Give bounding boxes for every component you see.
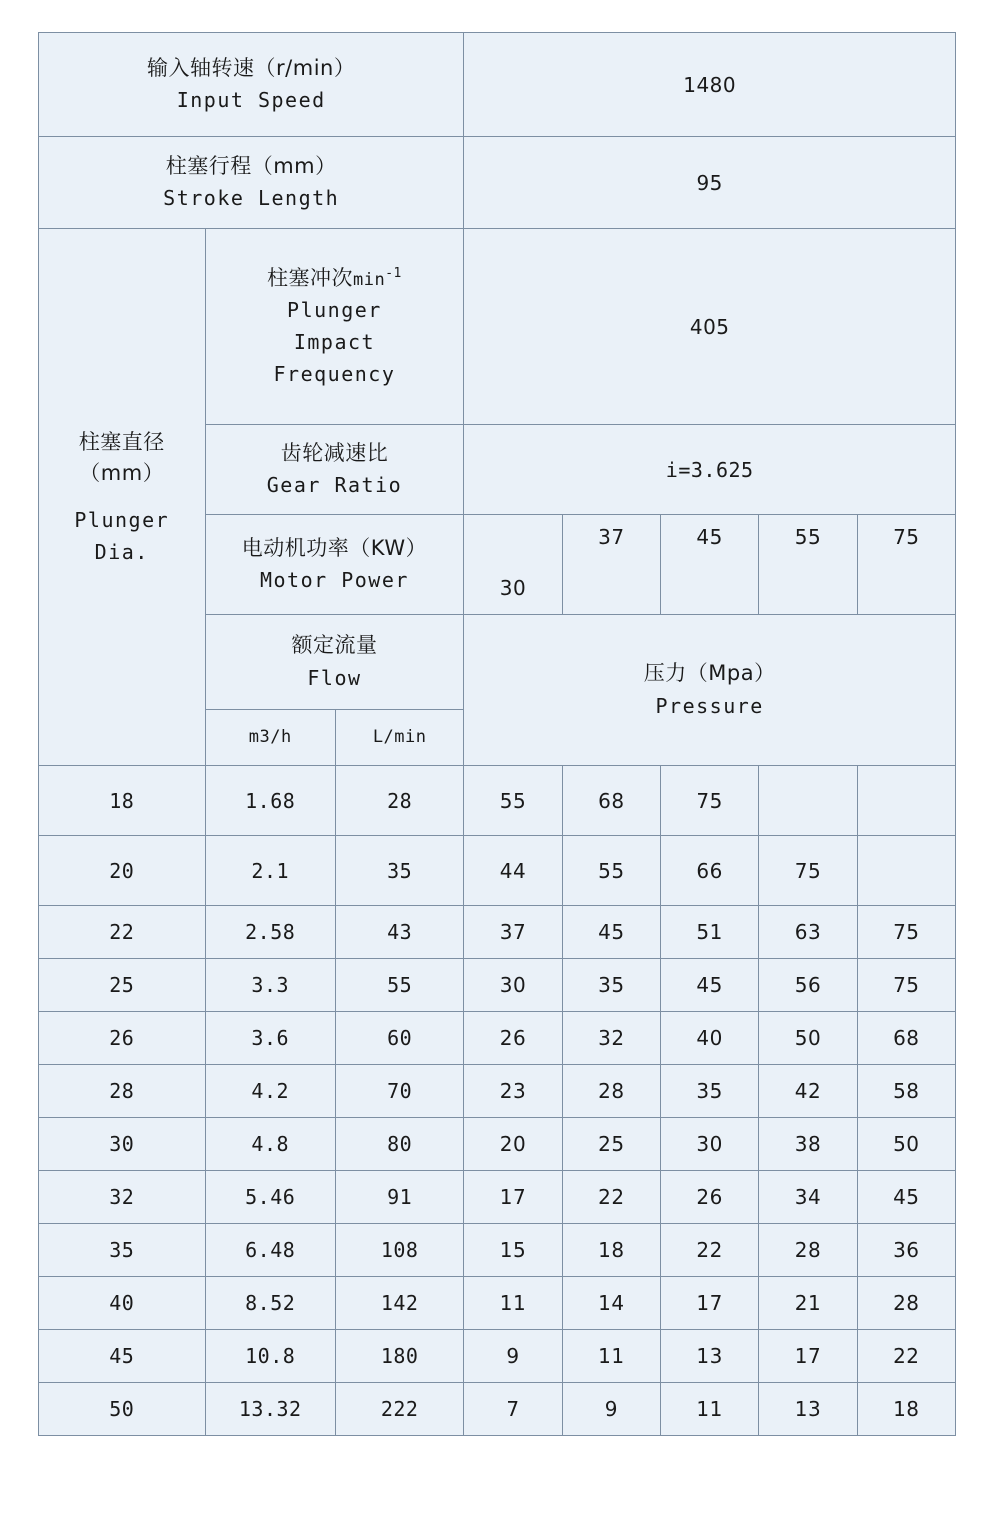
gear-ratio-value: i=3.625 — [464, 425, 956, 515]
flow-label-en: Flow — [307, 665, 362, 690]
cell-lmin: 60 — [335, 1012, 463, 1065]
stroke-length-label-en: Stroke Length — [163, 186, 340, 211]
pressure-label-en: Pressure — [655, 693, 764, 718]
plunger-impact-value: 405 — [464, 229, 956, 425]
cell-pressure-5: 58 — [857, 1065, 955, 1118]
cell-pressure-3: 35 — [661, 1065, 759, 1118]
cell-dia: 22 — [39, 906, 206, 959]
cell-m3h: 2.1 — [205, 836, 335, 906]
cell-pressure-3: 51 — [661, 906, 759, 959]
cell-m3h: 8.52 — [205, 1277, 335, 1330]
plunger-impact-label-cn — [208, 263, 462, 295]
cell-pressure-4: 50 — [759, 1012, 857, 1065]
cell-pressure-1: 30 — [464, 959, 562, 1012]
pressure-label-cell — [464, 615, 956, 766]
cell-pressure-1: 9 — [464, 1330, 562, 1383]
cell-dia: 50 — [39, 1383, 206, 1436]
cell-dia: 40 — [39, 1277, 206, 1330]
cell-lmin: 108 — [335, 1224, 463, 1277]
cell-pressure-5: 75 — [857, 906, 955, 959]
input-speed-label-en: Input Speed — [176, 88, 326, 113]
stroke-length-label-cell — [39, 137, 464, 229]
cell-pressure-4: 38 — [759, 1118, 857, 1171]
cell-lmin: 91 — [335, 1171, 463, 1224]
cell-pressure-4: 13 — [759, 1383, 857, 1436]
gear-ratio-label-en: Gear Ratio — [266, 473, 403, 498]
cell-pressure-1: 37 — [464, 906, 562, 959]
cell-pressure-2: 45 — [562, 906, 660, 959]
table-row — [39, 1065, 956, 1118]
cell-m3h: 3.3 — [205, 959, 335, 1012]
motor-power-value-4: 55 — [759, 515, 857, 615]
cell-pressure-5: 18 — [857, 1383, 955, 1436]
cell-pressure-1: 44 — [464, 836, 562, 906]
cell-pressure-5: 75 — [857, 959, 955, 1012]
cell-m3h: 5.46 — [205, 1171, 335, 1224]
cell-pressure-5: 28 — [857, 1277, 955, 1330]
motor-power-label-cn: 电动机功率（KW） — [241, 535, 428, 560]
cell-pressure-4: 28 — [759, 1224, 857, 1277]
plunger-impact-label-cn-text: 柱塞冲次 — [267, 265, 354, 290]
plunger-impact-unit: min — [353, 269, 386, 290]
gear-ratio-label-cell — [205, 425, 464, 515]
flow-label-cell — [205, 615, 464, 710]
cell-pressure-1: 15 — [464, 1224, 562, 1277]
cell-lmin: 180 — [335, 1330, 463, 1383]
plunger-dia-label-cn-1: 柱塞直径 — [78, 429, 165, 454]
table-row — [39, 1383, 956, 1436]
cell-pressure-3: 13 — [661, 1330, 759, 1383]
table-row — [39, 1118, 956, 1171]
plunger-impact-label-en-2: Impact — [293, 330, 376, 355]
cell-pressure-3: 17 — [661, 1277, 759, 1330]
table-row — [39, 1330, 956, 1383]
cell-pressure-1: 26 — [464, 1012, 562, 1065]
cell-m3h: 4.8 — [205, 1118, 335, 1171]
stroke-length-value: 95 — [464, 137, 956, 229]
table-row — [39, 1277, 956, 1330]
cell-pressure-2: 18 — [562, 1224, 660, 1277]
cell-dia: 30 — [39, 1118, 206, 1171]
cell-dia: 18 — [39, 766, 206, 836]
cell-pressure-2: 9 — [562, 1383, 660, 1436]
cell-dia: 32 — [39, 1171, 206, 1224]
cell-pressure-5: 45 — [857, 1171, 955, 1224]
cell-lmin: 222 — [335, 1383, 463, 1436]
cell-dia: 25 — [39, 959, 206, 1012]
cell-pressure-5: 68 — [857, 1012, 955, 1065]
cell-m3h: 13.32 — [205, 1383, 335, 1436]
cell-dia: 35 — [39, 1224, 206, 1277]
cell-pressure-2: 32 — [562, 1012, 660, 1065]
cell-dia: 26 — [39, 1012, 206, 1065]
cell-pressure-1: 55 — [464, 766, 562, 836]
cell-pressure-4: 75 — [759, 836, 857, 906]
cell-pressure-3: 40 — [661, 1012, 759, 1065]
stroke-length-label-cn: 柱塞行程（mm） — [165, 153, 337, 178]
table-row-stroke-length — [39, 137, 956, 229]
table-row-input-speed — [39, 33, 956, 137]
cell-pressure-4 — [759, 766, 857, 836]
cell-pressure-3: 30 — [661, 1118, 759, 1171]
table-row — [39, 959, 956, 1012]
gear-ratio-label-cn: 齿轮减速比 — [280, 440, 389, 465]
cell-pressure-3: 75 — [661, 766, 759, 836]
table-row — [39, 1171, 956, 1224]
motor-power-value-1: 30 — [464, 515, 562, 615]
plunger-dia-label-cell — [39, 229, 206, 766]
cell-pressure-4: 63 — [759, 906, 857, 959]
cell-pressure-3: 45 — [661, 959, 759, 1012]
cell-m3h: 6.48 — [205, 1224, 335, 1277]
cell-m3h: 1.68 — [205, 766, 335, 836]
cell-lmin: 70 — [335, 1065, 463, 1118]
cell-pressure-3: 66 — [661, 836, 759, 906]
cell-pressure-4: 17 — [759, 1330, 857, 1383]
cell-pressure-5 — [857, 836, 955, 906]
table-row — [39, 1012, 956, 1065]
cell-m3h: 4.2 — [205, 1065, 335, 1118]
input-speed-label-cell — [39, 33, 464, 137]
input-speed-value: 1480 — [464, 33, 956, 137]
cell-lmin: 43 — [335, 906, 463, 959]
cell-pressure-4: 56 — [759, 959, 857, 1012]
cell-pressure-2: 68 — [562, 766, 660, 836]
cell-pressure-2: 55 — [562, 836, 660, 906]
table-row-plunger-impact — [39, 229, 956, 425]
cell-dia: 28 — [39, 1065, 206, 1118]
cell-pressure-1: 23 — [464, 1065, 562, 1118]
cell-lmin: 80 — [335, 1118, 463, 1171]
cell-pressure-3: 22 — [661, 1224, 759, 1277]
cell-pressure-3: 26 — [661, 1171, 759, 1224]
cell-pressure-1: 7 — [464, 1383, 562, 1436]
cell-pressure-5 — [857, 766, 955, 836]
plunger-dia-label-en-1: Plunger — [74, 507, 170, 532]
motor-power-value-2: 37 — [562, 515, 660, 615]
motor-power-label-en: Motor Power — [259, 568, 409, 593]
cell-pressure-2: 28 — [562, 1065, 660, 1118]
cell-m3h: 3.6 — [205, 1012, 335, 1065]
cell-pressure-1: 20 — [464, 1118, 562, 1171]
motor-power-value-3: 45 — [661, 515, 759, 615]
flow-unit-m3h: m3/h — [205, 710, 335, 766]
cell-lmin: 55 — [335, 959, 463, 1012]
cell-pressure-2: 11 — [562, 1330, 660, 1383]
table-row — [39, 1224, 956, 1277]
cell-pressure-4: 21 — [759, 1277, 857, 1330]
pressure-label-cn: 压力（Mpa） — [643, 661, 776, 686]
flow-label-cn: 额定流量 — [291, 633, 378, 658]
cell-lmin: 35 — [335, 836, 463, 906]
cell-pressure-4: 34 — [759, 1171, 857, 1224]
flow-unit-lmin: L/min — [335, 710, 463, 766]
cell-pressure-1: 11 — [464, 1277, 562, 1330]
cell-pressure-2: 25 — [562, 1118, 660, 1171]
plunger-dia-label-en-2: Dia. — [94, 539, 149, 564]
cell-pressure-5: 36 — [857, 1224, 955, 1277]
motor-power-value-5: 75 — [857, 515, 955, 615]
table-row — [39, 766, 956, 836]
cell-pressure-3: 11 — [661, 1383, 759, 1436]
cell-pressure-2: 14 — [562, 1277, 660, 1330]
plunger-impact-label-en-3: Frequency — [273, 362, 396, 387]
cell-dia: 20 — [39, 836, 206, 906]
cell-m3h: 2.58 — [205, 906, 335, 959]
plunger-dia-label-cn-2: （mm） — [79, 461, 165, 485]
cell-pressure-1: 17 — [464, 1171, 562, 1224]
table-row — [39, 836, 956, 906]
cell-m3h: 10.8 — [205, 1330, 335, 1383]
cell-lmin: 28 — [335, 766, 463, 836]
plunger-impact-unit-sup: -1 — [385, 265, 402, 281]
specification-table — [38, 32, 956, 1436]
input-speed-label-cn: 输入轴转速（r/min） — [147, 55, 356, 80]
cell-pressure-2: 35 — [562, 959, 660, 1012]
motor-power-label-cell — [205, 515, 464, 615]
cell-dia: 45 — [39, 1330, 206, 1383]
cell-pressure-5: 50 — [857, 1118, 955, 1171]
cell-lmin: 142 — [335, 1277, 463, 1330]
cell-pressure-2: 22 — [562, 1171, 660, 1224]
plunger-impact-label-en-1: Plunger — [287, 298, 382, 323]
cell-pressure-4: 42 — [759, 1065, 857, 1118]
cell-pressure-5: 22 — [857, 1330, 955, 1383]
plunger-impact-label-cell — [205, 229, 464, 425]
table-row — [39, 906, 956, 959]
